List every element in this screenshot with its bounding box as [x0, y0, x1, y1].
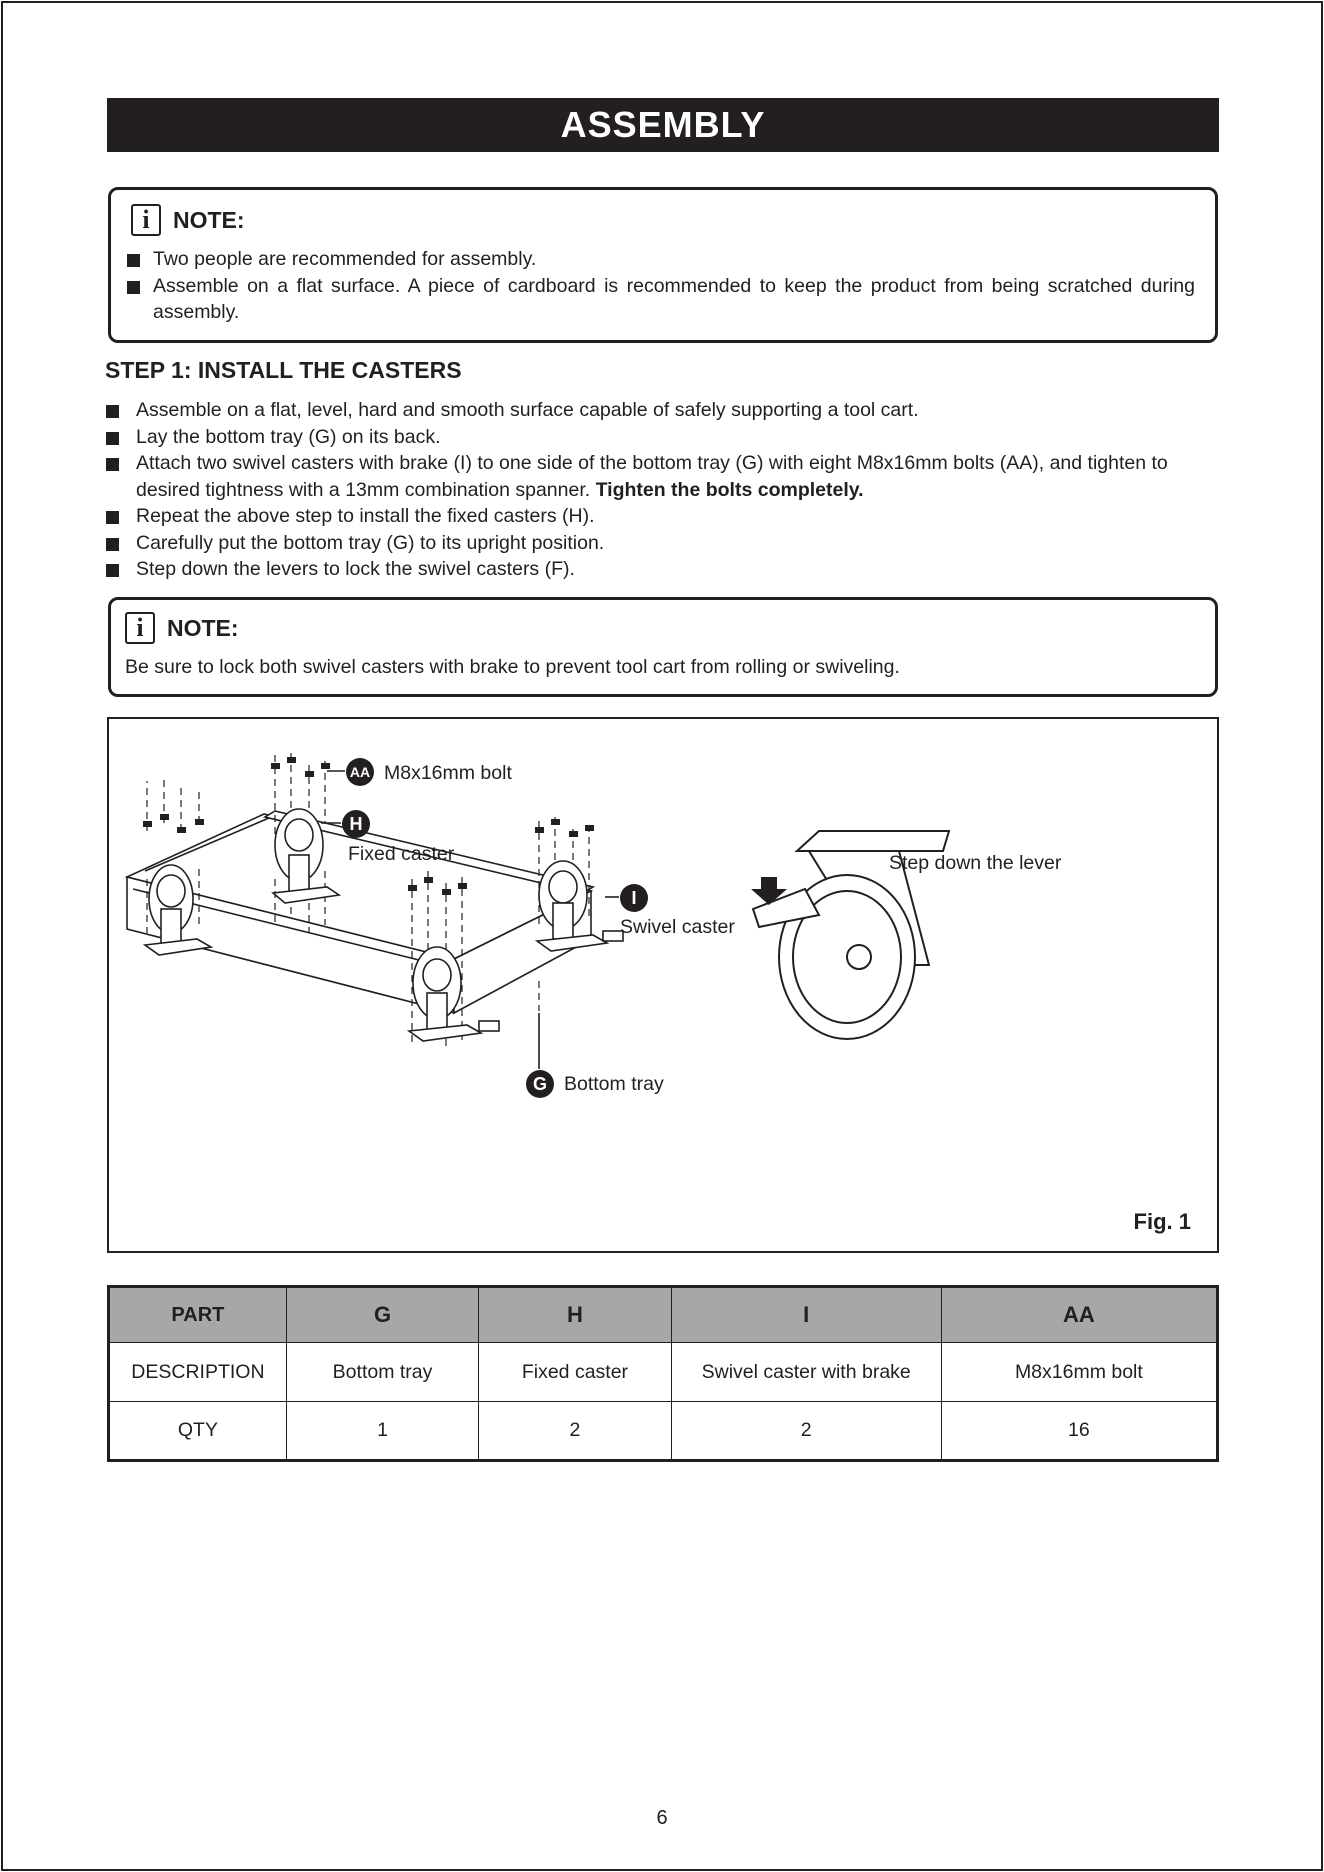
table-header-row: [109, 1287, 1218, 1343]
table-header-cell: G: [286, 1287, 478, 1343]
assembly-illustration: [109, 719, 1217, 1251]
table-cell: Swivel caster with brake: [671, 1343, 941, 1402]
row-label: QTY: [109, 1402, 287, 1461]
callout-label-aa: M8x16mm bolt: [384, 762, 512, 784]
note-title: NOTE:: [167, 614, 239, 641]
table-cell: 1: [286, 1402, 478, 1461]
page-title: ASSEMBLY: [107, 98, 1219, 152]
table-header-cell: AA: [941, 1287, 1217, 1343]
table-row: [109, 1402, 1218, 1461]
instruction-emphasis: Tighten the bolts completely.: [595, 478, 864, 501]
note-text: Be sure to lock both swivel casters with brake to prevent tool cart from rolling or swiveling.: [125, 656, 900, 678]
table-cell: 16: [941, 1402, 1217, 1461]
note-title: NOTE:: [173, 206, 245, 233]
note-item: Two people are recommended for assembly.: [127, 246, 1195, 273]
badge-label: H: [349, 814, 363, 834]
info-icon: i: [125, 612, 155, 644]
note-item: Assemble on a flat surface. A piece of cardboard is recommended to keep the product from being scratched during assembly.: [127, 273, 1195, 326]
callout-badge-aa: [345, 757, 375, 787]
badge-label: I: [631, 888, 637, 908]
instruction-item: Lay the bottom tray (G) on its back.: [106, 424, 1218, 451]
parts-table: [107, 1285, 1219, 1462]
table-header-cell: I: [671, 1287, 941, 1343]
note-list: [127, 246, 1195, 326]
callout-label-i: Swivel caster: [620, 916, 735, 938]
table-cell: Bottom tray: [286, 1343, 478, 1402]
badge-label: AA: [349, 764, 371, 780]
page-number: 6: [656, 1807, 668, 1829]
note-box-lock: [108, 597, 1218, 697]
step-instructions: [106, 397, 1218, 583]
row-label: DESCRIPTION: [109, 1343, 287, 1402]
instruction-text: Attach two swivel casters with brake (I) to one side of the bottom tray (G) with eight M8x16mm bolts (AA), and tighten to desired tightness with a 13mm combination spanner.: [136, 452, 1168, 501]
info-icon: i: [131, 204, 161, 236]
lever-label: Step down the lever: [889, 852, 1062, 874]
table-cell: 2: [671, 1402, 941, 1461]
table-header-cell: H: [479, 1287, 671, 1343]
table-cell: M8x16mm bolt: [941, 1343, 1217, 1402]
step-title: STEP 1: INSTALL THE CASTERS: [105, 357, 462, 383]
instruction-item: Repeat the above step to install the fixed casters (H).: [106, 503, 1218, 530]
instruction-item: Step down the levers to lock the swivel casters (F).: [106, 556, 1218, 583]
figure-1: [107, 717, 1219, 1253]
table-header-label: PART: [109, 1287, 287, 1343]
figure-caption: Fig. 1: [1133, 1209, 1191, 1234]
callout-label-h: Fixed caster: [348, 843, 455, 865]
note-box-general: [108, 187, 1218, 343]
table-cell: Fixed caster: [479, 1343, 671, 1402]
callout-badge-g: [525, 1069, 555, 1099]
callout-badge-h: [341, 809, 371, 839]
instruction-item: Assemble on a flat, level, hard and smooth surface capable of safely supporting a tool cart.: [106, 397, 1218, 424]
table-cell: 2: [479, 1402, 671, 1461]
instruction-item: [106, 450, 1218, 503]
callout-label-g: Bottom tray: [564, 1073, 664, 1095]
badge-label: G: [532, 1074, 548, 1094]
instruction-item: Carefully put the bottom tray (G) to its upright position.: [106, 530, 1218, 557]
table-row: [109, 1343, 1218, 1402]
callout-badge-i: [619, 883, 649, 913]
